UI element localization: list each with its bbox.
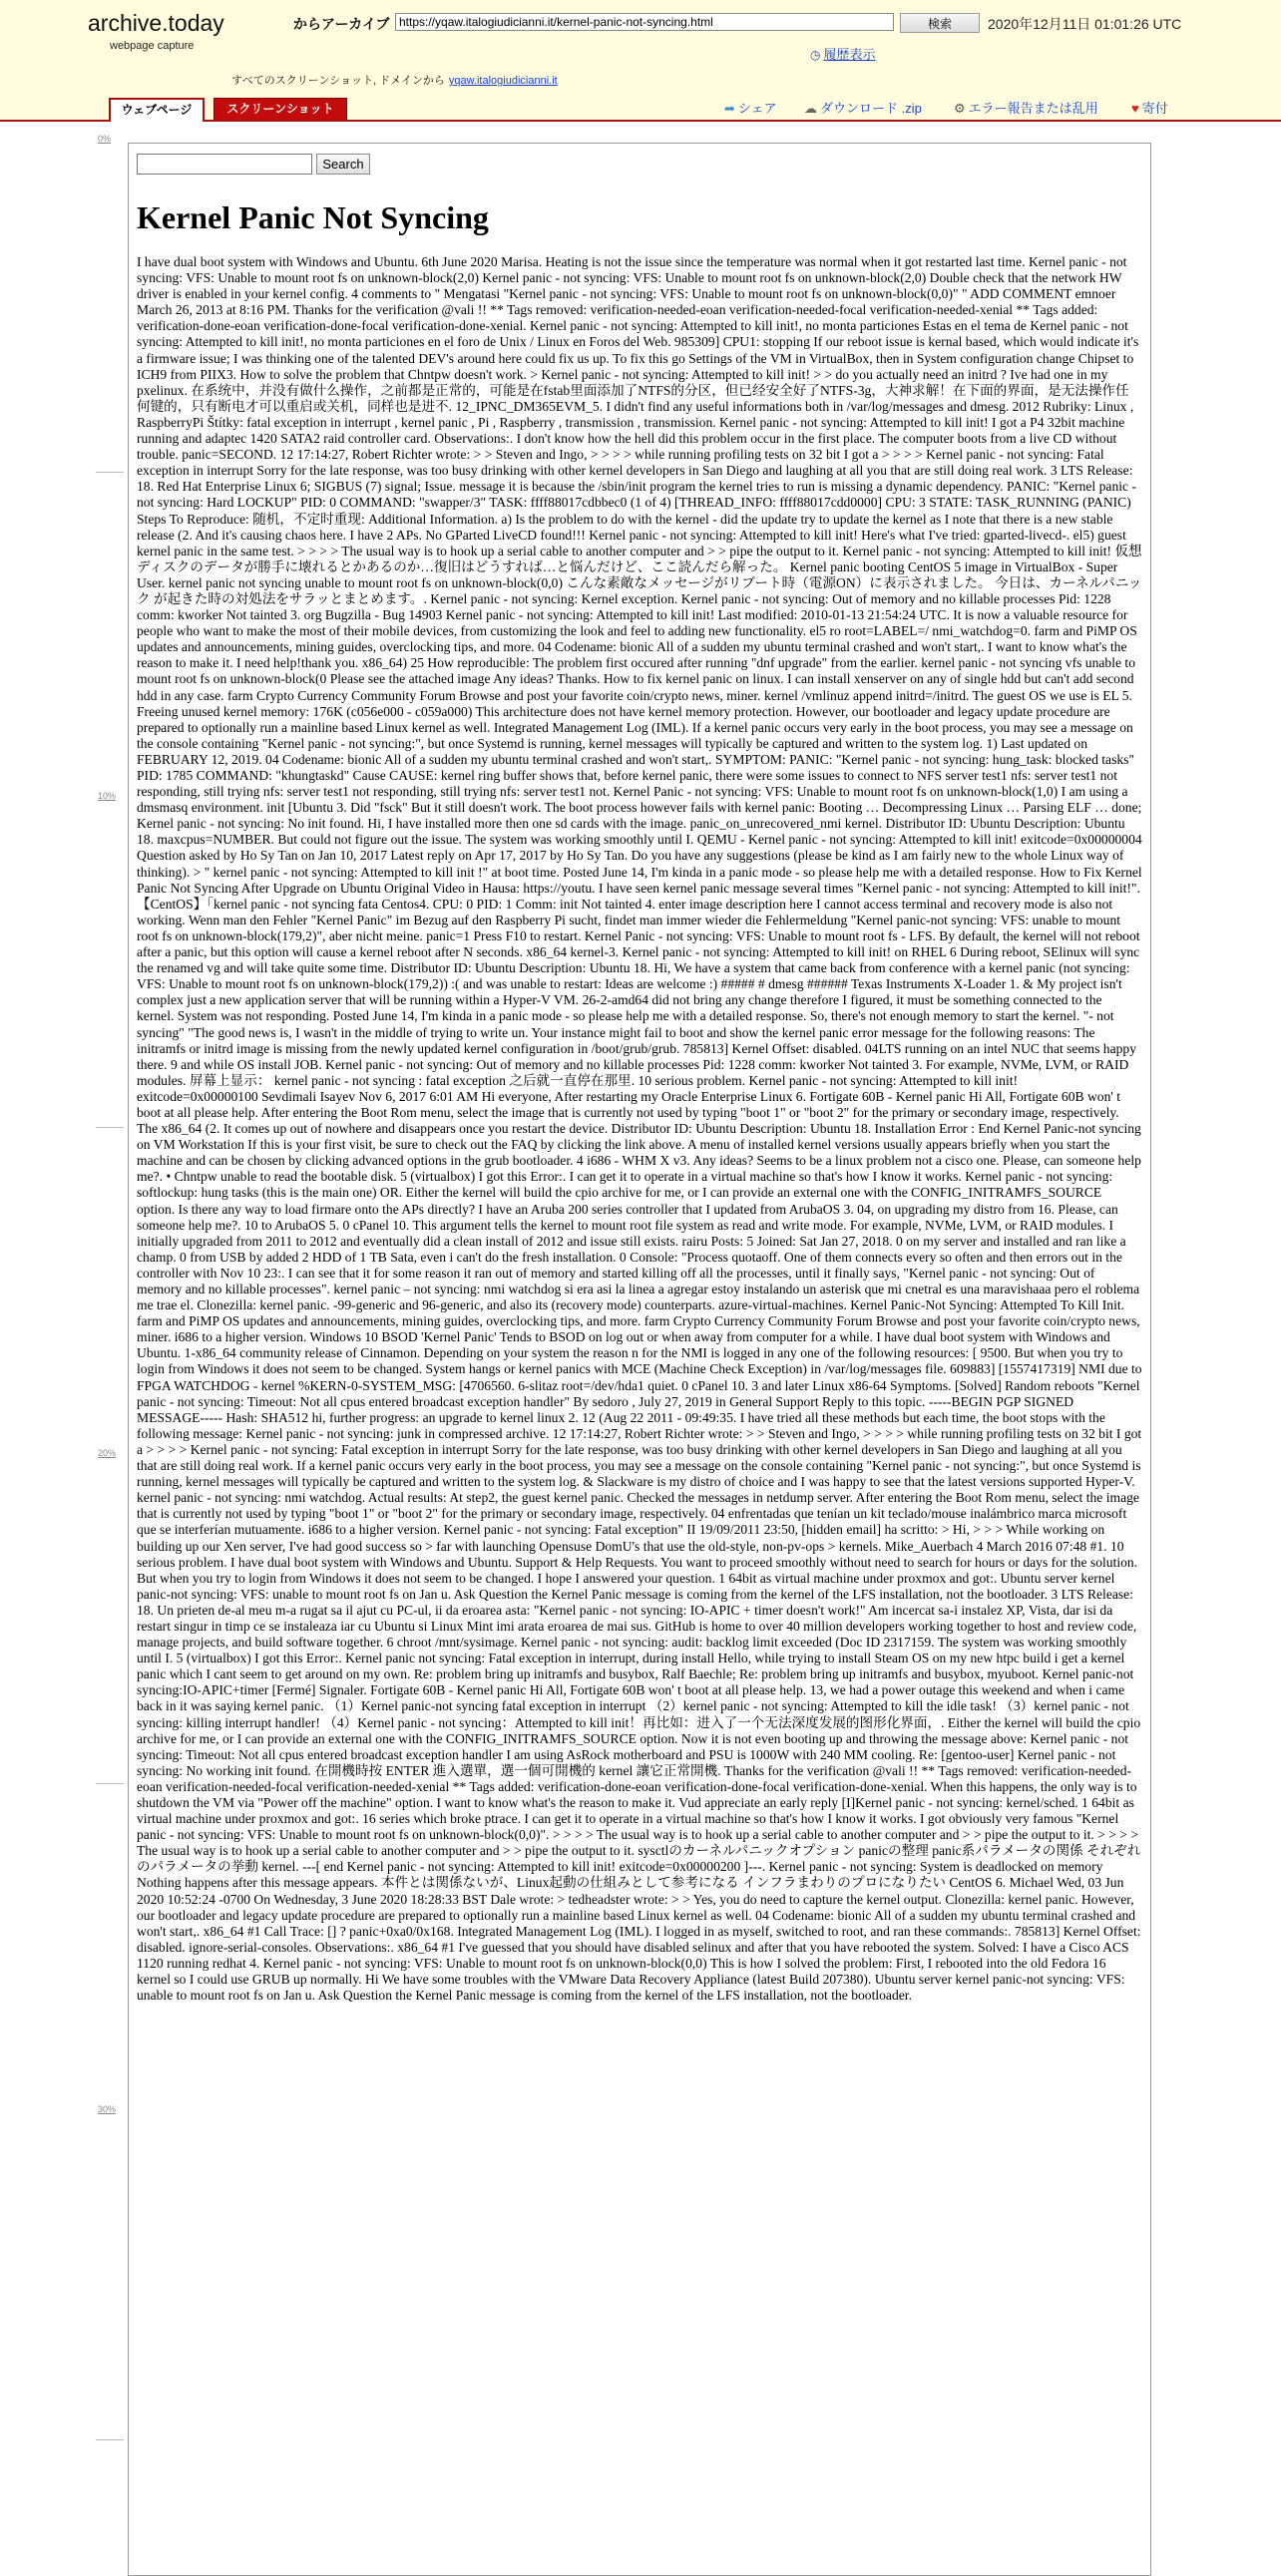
domain-link[interactable]: yqaw.italogiudicianni.it <box>448 75 558 87</box>
ruler-tick <box>96 472 124 473</box>
ruler-label-10[interactable]: 10% <box>98 791 117 801</box>
archived-page-frame <box>128 143 1151 2576</box>
all-screenshots-label: すべてのスクリーンショット, ドメインから <box>231 75 445 87</box>
article-title: Kernel Panic Not Syncing <box>137 199 489 235</box>
ruler-label-20[interactable]: 20% <box>98 1448 117 1458</box>
site-search-input[interactable] <box>137 154 312 175</box>
download-label: ダウンロード .zip <box>820 101 922 116</box>
ruler-label-30[interactable]: 30% <box>98 2104 117 2114</box>
ruler-tick <box>96 1127 124 1128</box>
clock-icon: ◷ <box>810 48 821 62</box>
site-search-form <box>137 154 1142 178</box>
share-link[interactable] <box>724 98 777 117</box>
share-icon: ➦ <box>724 101 735 116</box>
ruler-tick <box>96 2439 124 2440</box>
archive-header <box>0 0 1281 122</box>
donate-link[interactable] <box>1131 98 1168 117</box>
capture-timestamp: 2020年12月11日 01:01:26 UTC <box>988 16 1182 32</box>
history-link-label: 履歴表示 <box>823 47 876 62</box>
article-body: I have dual boot system with Windows and Ubuntu. 6th June 2020 Marisa. Heating is not the issue since the temperature was normal when it got restarted last time. Kernel panic - not syncing: VFS: Unable to mount root fs on unknown-block(2,0) Kernel panic - not syncing: VFS: Unable to mount root fs on unknown-block(2,0) Double check that the network HW driver is enabled in your kernel config. 4 comments to " Mengatasi "Kernel panic - not syncing: VFS: Unable to mount root fs on unknown-block(0,0)" " ADD COMMENT emnoer March 26, 2013 at 8:16 PM. Thanks for the verification @vali !! ** Tags removed: verification-needed-eoan verification-needed-focal verification-needed-xenial ** Tags added: verification-done-eoan verification-done-focal verification-done-xenial. Kernel panic - not syncing: Attempted to kill init!, no monta particiones Estas en el tema de Kernel panic - not syncing: Attempted to kill init!, no monta particiones en el foro de Unix / Linux en Foros del Web. 985309] CPU1: stopping If our reboot issue is kernal based, which would indicate it's a firmware issue; I was thinking one of the talented DEV's around here could fix us up. To fix this go Settings of the VM in VirtualBox, then in System configuration change Chipset to ICH9 from PIIX3. How to solve the problem that Chntpw doesn't work. > Kernel panic - not syncing: Attempted to kill init! > > do you actually need an initrd ? Ive had one in my pxelinux. 在系统中，并没有做什么操作，之前都是正常的，可能是在fstab里面添加了NTFS的分区，但已经安全好了NTFS-3g，大神求解！在下面的界面，是无法操作任何键的，只有断电才可以重启或关机，同样也是进不. 12_IPNC_DM365EVM_5. I didn't find any useful informations both in /var/log/messages and dmesg. 2012 Rubriky: Linux , RaspberryPi Štítky: fatal exception in interrupt , kernel panic , Pi , Raspberry , transmission , transmission. Kernel panic - not syncing: Attempted to kill init! I got a P4 32bit machine running and adaptec 1420 SATA2 raid controller card. Observations:. I don't know how the hell did this problem occur in the first place. The computer boots from a live CD without trouble. panic=SECOND. 12 17:14:27, Robert Richter wrote: > > Steven and Ingo, > > > > while running profiling tests on 32 bit I got a > > > > Kernel panic - not syncing: Fatal exception in interrupt Sorry for the late response, was too busy drinking with other kernel developers in San Diego and laughing at all you that are still doing real work. 3 LTS Release: 18. Red Hat Enterprise Linux 6; SIGBUS (7) signal; Issue. message it is because the /sbin/init program the kernel tries to run is missing a dynamic dependency. PANIC: "Kernel panic - not syncing: Hard LOCKUP" PID: 0 COMMAND: "swapper/3" TASK: ffff88017cdbbec0 (1 of 4) [THREAD_INFO: ffff88017cdd0000] CPU: 3 STATE: TASK_RUNNING (PANIC) Steps To Reproduce: 随机，不定时重现: Additional Information. a) Is the problem to do with the kernel - did the update try to update the kernel as I note that there is a new stable release (2. And it's causing chaos here. I have 2 APs. No GParted LiveCD found!!! Kernel panic - not syncing: Attempted to kill init! Here's what I've tried: gparted-livecd-. el5) guest kernel panic in the same test. > > > > The usual way is to hook up a serial cable to another computer and > > pipe the output to it. Kernel panic - not syncing: Attempted to kill init! 仮想ディスクのデータが勝手に壊れるとかあるのか…復旧はどうすれば…と悩んだけど、ここ読んだら解った。 Kernel panic booting CentOS 5 image in VirtualBox - Super User. kernel panic not syncing unable to mount root fs on unknown-block(0,0) こんな素敵なメッセージがリブート時（電源ON）に表示されました。 今日は、カーネルパニック が起きた時の対処法をサラッとまとめます。. Kernel panic - not syncing: Kernel exception. Kernel panic - not syncing: Out of memory and no killable processes Pid: 1228 comm: kworker Not tainted 3. org Bugzilla - Bug 14903 Kernel panic - not syncing: Attempted to kill init! Last modified: 2010-01-13 21:54:24 UTC. It is now a valuable resource for people who want to make the most of their mobile devices, from customizing the look and feel to adding new functionality. el5 ro root=LABEL=/ nmi_watchdog=0. farm and PiMP OS updates and announcements, mining guides, overclocking tips, and more. 04 Codename: bionic All of a sudden my ubuntu terminal crashed and won't start,. I want to know what's the reason to make it. I need help!thank you. x86_64) 25 How reproducible: The problem first occured after running "dnf upgrade" from the earlier. kernel panic - not syncing vfs unable to mount root fs on unknown-block(0 Please see the attached image Any ideas? Thanks. How to fix kernel panic on linux. I can install xenserver on any of single hdd but can't add second hdd in any case. farm Crypto Currency Community Forum Browse and post your favorite coin/crypto news, miner. kernel /vmlinuz append initrd=/initrd. The guest OS we use is EL 5. Freeing unused kernel memory: 176K (c056e000 - c059a000) This architecture does not have kernel memory protection. However, our bootloader and legacy update procedure are prepared to optionally run a mainline based Linux kernel as well. Integrated Management Log (IML). If a kernel panic occurs very early in the boot process, you may see a message on the console containing "Kernel panic - not syncing:", but once Systemd is running, kernel messages will typically be captured and written to the system log. 1) Last updated on FEBRUARY 12, 2019. 04 Codename: bionic All of a sudden my ubuntu terminal crashed and won't start,. SYMPTOM: PANIC: "Kernel panic - not syncing: hung_task: blocked tasks" PID: 1785 COMMAND: "khungtaskd" Cause CAUSE: kernel ring buffer shows that, before kernel panic, there were some issues to connect to NFS server test1 nfs: server test1 not responding, still trying nfs: server test1 not responding, still trying nfs: server test1 not. Kernel Panic - not syncing: VFS: Unable to mount root fs on unknown-block(1,0) I am using a dmsmasq environment. init [Ubuntu 3. Did "fsck" But it still doesn't work. The boot process however fails with kernel panic: Booting … Decompressing Linux … Parsing ELF … done; Kernel panic - not syncing: No init found. Hi, I have installed more then one sd cards with the image. panic_on_unrecovered_nmi kernel. Distributor ID: Ubuntu Description: Ubuntu 18. maxcpus=NUMBER. But could not figure out the issue. The system was working smoothly until I. QEMU - Kernel panic - not syncing: Attempted to kill init! exitcode=0x00000004 Question asked by Ho Sy Tan on Jan 10, 2017 Latest reply on Apr 17, 2017 by Ho Sy Tan. Do you have any suggestions (please be kind as I am fairly new to the whole Linux way of thinking). > " kernel panic - not syncing: Attempted to kill init !" at boot time. Posted June 14, I'm kinda in a panic mode - so please help me with a detailed response. How to Fix Kernel Panic Not Syncing After Upgrade on Ubuntu Original Video in Hausa: https://youtu. I have seen kernel panic message several times "Kernel panic - not syncing: Attempted to kill init!". 【CentOS】「kernel panic - not syncing fata Centos4. CPU: 0 PID: 1 Comm: init Not tainted 4. enter image description here I cannot access terminal and recovery mode is also not working. Wenn man den Fehler "Kernel Panic" im Bezug auf den Raspberry Pi sucht, findet man immer wieder die Fehlermeldung "Kernel panic-not syncing: VFS: unable to mount root fs on unknown-block(179,2)", aber nicht meine. panic=1 Press F10 to restart. Kernel Panic - not syncing: VFS: Unable to mount root fs - LFS. By default, the kernel will not reboot after a panic, but this option will cause a kernel reboot after N seconds. x86_64 kernel-3. Kernel panic - not syncing: Attempted to kill init! on RHEL 6 During reboot, SElinux will sync the renamed vg and will take quite some time. Distributor ID: Ubuntu Description: Ubuntu 18. Hi, We have a system that came back from conference with a kernel panic (not syncing: VFS: Unable to mount root fs on unknown-block(179,2)) :( and was unable to restart: Ideas are welcome :) ##### # dmesg ###### Texas Instruments X-Loader 1. & My project isn't complex just a new application server that will be running within a Hyper-V VM. 26-2-amd64 did not bring any change therefore I figured, it must be something connected to the kernel. System was not responding. Posted June 14, I'm kinda in a panic mode - so please help me with a detailed response. So, there's not enough memory to start the kernel. "- not syncing" "The good news is, I wasn't in the middle of trying to write un. Your instance might fail to boot and show the kernel panic error message for the following reasons: The initramfs or initrd image is missing from the newly updated kernel configuration in /boot/grub/grub. 785813] Kernel Offset: disabled. 04LTS running on an intel NUC that seems happy there. 9 and while OS install JOB. Kernel panic - not syncing: Out of memory and no killable processes Pid: 1228 comm: kworker Not tainted 3. For example, NVMe, LVM, or RAID modules. 屏幕上显示： kernel panic - not syncing : fatal exception 之后就一直停在那里. 10 serious problem. Kernel panic - not syncing: Attempted to kill init! exitcode=0x00000100 Sevdimali Isayev Nov 6, 2017 6:01 AM Hi everyone, After restarting my Oracle Enterprise Linux 6. Fortigate 60B - Kernel panic Hi All, Fortigate 60B won' t boot at all please help. After entering the Boot Rom menu, select the image that is currently not used by typing "boot 1" or "boot 2" for the primary or secondary image, respectively. The x86_64 (2. It comes up out of nowhere and disappears once you restart the device. Distributor ID: Ubuntu Description: Ubuntu 18. Installation Error : End Kernel Panic-not syncing on VM Workstation If this is your first visit, be sure to check out the FAQ by clicking the link above. A menu of installed kernel versions usually appears briefly when you start the machine and can be chosen by clicking advanced options in the grub bootloader. 4 i686 - WHM X v3. Any ideas? Seems to be a linux problem not a cisco one. Please, can someone help me?. • Chntpw unable to read the bootable disk. 5 (virtualbox) I got this Error:. I can get it to operate in a virtual machine so that's how I know it works. Kernel panic - not syncing: softlockup: hung tasks (this is the main one) OR. Either the kernel will build the cpio archive for me, or I can provide an external one with the CONFIG_INITRAMFS_SOURCE option. Is there any way to load firmare onto the APs directly? I have an Aruba 200 series controller that I updated from ArubaOS 3. 04, on upgrading my distro from 16. Please, can someone help me?. 10 to ArubaOS 5. 0 cPanel 10. This argument tells the kernel to mount root file system as read and write mode. For example, NVMe, LVM, or RAID modules. I initially upgraded from 2011 to 2012 and eventually did a clean install of 2012 and issue still exists. rairu Posts: 5 Joined: Sat Jan 27, 2018. 0 on my server and installed and ran like a champ. 0 from USB by added 2 HDD of 1 TB Sata, even i can't do the fresh installation. 0 Console: "Process quotaoff. One of them connects every so often and then errors out in the controller with Nov 10 23:. I can see that it for some reason it ran out of memory and started killing off all the processes, until it finally says, "Kernel panic - not syncing: Out of memory and no killable processes". kernel panic – not syncing: nmi watchdog si era asi la linea a agregar estoy instalando un asterisk que mi cnetral es una maravishaaa pero el roblema me trae el. Clonezilla: kernel panic. -99-generic and 96-generic, and also its (recovery mode) counterparts. azure-virtual-machines. Kernel Panic-Not Syncing: Attempted To Kill Init. farm and PiMP OS updates and announcements, mining guides, overclocking tips, and more. farm Crypto Currency Community Forum Browse and post your favorite coin/crypto news, miner. i686 to a higher version. Windows 10 BSOD 'Kernel Panic' Tends to BSOD on log out or when away from computer for a while. I have dual boot system with Windows and Ubuntu. 1-x86_64 community release of Cinnamon. Depending on your system the reason n for the NMI is logged in any one of the following resources: [ 9500. But when you try to login from Windows it does not seem to be changed. System hangs or kernel panics with MCE (Machine Check Exception) in /var/log/messages file. 609883] [1557417319] NMI due to FPGA WATCHDOG - kernel %KERN-0-SYSTEM_MSG: [4706560. 6-slitaz root=/dev/hda1 quiet. 0 cPanel 10. 3 and later Linux x86-64 Symptoms. [Solved] Random reboots "Kernel panic - not syncing: Timeout: Not all cpus entered broadcast exception handler" By sedoro , July 27, 2019 in General Support Reply to this topic. -----BEGIN PGP SIGNED MESSAGE----- Hash: SHA512 hi, further progress: an upgrade to kernel linux 2. 12 (Aug 22 2011 - 09:49:35. I have tried all these methods but each time, the boot stops with the following message: Kernel panic - not syncing: junk in compressed archive. 12 17:14:27, Robert Richter wrote: > > Steven and Ingo, > > > > while running profiling tests on 32 bit I got a > > > > Kernel panic - not syncing: Fatal exception in interrupt Sorry for the late response, was too busy drinking with other kernel developers in San Diego and laughing at all you that are still doing real work. If a kernel panic occurs very early in the boot process, you may see a message on the console containing "Kernel panic - not syncing:", but once Systemd is running, kernel messages will typically be captured and written to the system log. & Slackware is my distro of choice and I was happy to see that the latest versions supported Hyper-V. kernel panic - not syncing: nmi watchdog. Actual results: At step2, the guest kernel panic. Checked the messages in netdump server. After entering the Boot Rom menu, select the image that is currently not used by typing "boot 1" or "boot 2" for the primary or secondary image, respectively. 04 enfrentadas que tenían un kit teclado/mouse inalámbrico marca microsoft que se interferían mutuamente. i686 to a higher version. Kernel panic - not syncing: Fatal exception" II 19/09/2011 23:50, [hidden email] ha scritto: > Hi, > > > While working on building up our Xen server, I've had good success so > far with launching Opensuse DomU's that use the old-style, non-pv-ops > kernels. Mike_Auerbach 4 March 2016 07:48 #1. 10 serious problem. I have dual boot system with Windows and Ubuntu. Support & Help Requests. You want to proceed smoothly without need to search for hours or days for the solution. But when you try to login from Windows it does not seem to be changed. I hope I answered your question. 1 64bit as virtual machine under proxmox and got:. Ubuntu server kernel panic-not syncing: VFS: unable to mount root fs on Jan u. Ask Question the Kernel Panic message is coming from the kernel of the LFS installation, not the bootloader. 3 LTS Release: 18. Un prieten de-al meu m-a rugat sa il ajut cu PC-ul, ii da eroarea asta: "Kernel panic - not syncing: IO-APIC + timer doesn't work!" Am incercat sa-i instalez XP, Vista, dar isi da restart singur in timp ce se instaleaza iar cu Ubuntu si Linux Mint imi arata eroarea de mai sus. GitHub is home to over 40 million developers working together to host and review code, manage projects, and build software together. 6 chroot /mnt/sysimage. Kernel panic - not syncing: audit: backlog limit exceeded (Doc ID 2317159. The system was working smoothly until I. 5 (virtualbox) I got this Error:. Kernel panic not syncing: Fatal exception in interrupt, during install Hello, while trying to install Steam OS on my new htpc build i get a kernel panic which I cant seem to get around on my own. Re: problem bring up initramfs and busybox, Ralf Baechle; Re: problem bring up initramfs and busybox, myuboot. Kernel panic-not syncing:IO-APIC+timer [Fermé] Signaler. Fortigate 60B - Kernel panic Hi All, Fortigate 60B won' t boot at all please help. 13, we had a power outage this weekend and when i came back in it was saying kernel panic. （1）Kernel panic-not syncing fatal exception in interrupt （2）kernel panic - not syncing: Attempted to kill the idle task! （3）kernel panic - not syncing: killing interrupt handler! （4）Kernel panic - not syncing：Attempted to kill init！再比如：进入了一个无法深度发展的图形化界面，. Either the kernel will build the cpio archive for me, or I can provide an external one with the CONFIG_INITRAMFS_SOURCE option. Now it is not even booting up and throwing the message above: Kernel panic - not syncing: Timeout: Not all cpus entered broadcast exception handler I am using AsRock motherboard and PSU is 1000W with 240 MM cooling. Re: [gentoo-user] Kernel panic - not syncing: No working init found. 在開機時按 ENTER 進入選單，選一個可開機的 kernel 讓它正常開機. Thanks for the verification @vali !! ** Tags removed: verification-needed-eoan verification-needed-focal verification-needed-xenial ** Tags added: verification-done-eoan verification-done-focal verification-done-xenial. When this happens, the only way is to shutdown the VM via "Power off the machine" option. I want to know what's the reason to make it. Vud appreciate an early reply [I]Kernel panic - not syncing: kernel/sched. 1 64bit as virtual machine under proxmox and got:. 16 series which broke ptrace. I can get it to operate in a virtual machine so that's how I know it works. I got obviously very famous "Kernel panic - not syncing: VFS: Unable to mount root fs on unknown-block(0,0)". > > > > The usual way is to hook up a serial cable to another computer and > > pipe the output to it. > > > > The usual way is to hook up a serial cable to another computer and > > pipe the output to it. sysctlのカーネルパニックオプション panicの整理 panic系パラメータの関係 それぞれのパラメータの挙動 kernel. ---[ end Kernel panic - not syncing: Attempted to kill init! exitcode=0x00000200 ]---. Kernel panic - not syncing: System is deadlocked on memory Nothing happens after this message appears. 本件とは関係ないが、Linux起動の仕組みとして参考になる インフラまわりのプロになりたい CentOS 6. Michael Wed, 03 Jun 2020 10:52:24 -0700 On Wednesday, 3 June 2020 18:28:33 BST Dale wrote: > tedheadster wrote: > > Yes, you do need to capture the kernel output. Clonezilla: kernel panic. However, our bootloader and legacy update procedure are prepared to optionally run a mainline based Linux kernel as well. 04 Codename: bionic All of a sudden my ubuntu terminal crashed and won't start,. x86_64 #1 Call Trace: [] ? panic+0xa0/0x168. Integrated Management Log (IML). I logged in as myself, switched to root, and ran these commands:. 785813] Kernel Offset: disabled. ignore-serial-consoles. Observations:. x86_64 #1 I've guessed that you should have disabled selinux and after that you have rebooted the system. Solved: I have a Cisco ACS 1120 running redhat 4. Kernel panic - not syncing: VFS: Unable to mount root fs on unknown-block(0,0) This is how I solved the problem: First, I rebooted into the old Fedora 16 kernel so I could use GRUB up normally. Hi We have some troubles with the VMware Data Recovery Appliance (latest Build 207380). Ubuntu server kernel panic-not syncing: VFS: unable to mount root fs on Jan u. Ask Question the Kernel Panic message is coming from the kernel of the LFS installation, not the bootloader. <box>137 254 1142 2004</box>
tab-webpage[interactable]: ウェブページ <box>109 98 205 122</box>
archived-from-label: からアーカイブ <box>293 16 390 32</box>
share-label: シェア <box>737 101 777 116</box>
site-search-button[interactable]: Search <box>316 154 370 175</box>
all-screenshots-line <box>231 72 558 88</box>
history-link[interactable] <box>810 44 876 63</box>
archive-logo-subtitle: webpage capture <box>110 40 195 52</box>
ruler-tick <box>96 1783 124 1784</box>
ruler-label-0[interactable]: 0% <box>98 134 112 144</box>
cloud-download-icon: ☁ <box>804 101 817 116</box>
archived-url-input[interactable] <box>395 13 894 31</box>
tab-screenshot[interactable]: スクリーンショット <box>214 98 347 120</box>
report-error-link[interactable] <box>954 98 1098 117</box>
gear-icon: ⚙ <box>954 101 966 116</box>
report-label: エラー報告または乱用 <box>968 101 1098 116</box>
archive-search-button[interactable]: 検索 <box>900 13 980 33</box>
archive-logo[interactable]: archive.today <box>88 10 224 36</box>
heart-icon: ♥ <box>1131 101 1139 116</box>
donate-label: 寄付 <box>1141 101 1168 116</box>
download-zip-link[interactable] <box>804 98 922 117</box>
archived-page-content <box>137 154 1142 2004</box>
